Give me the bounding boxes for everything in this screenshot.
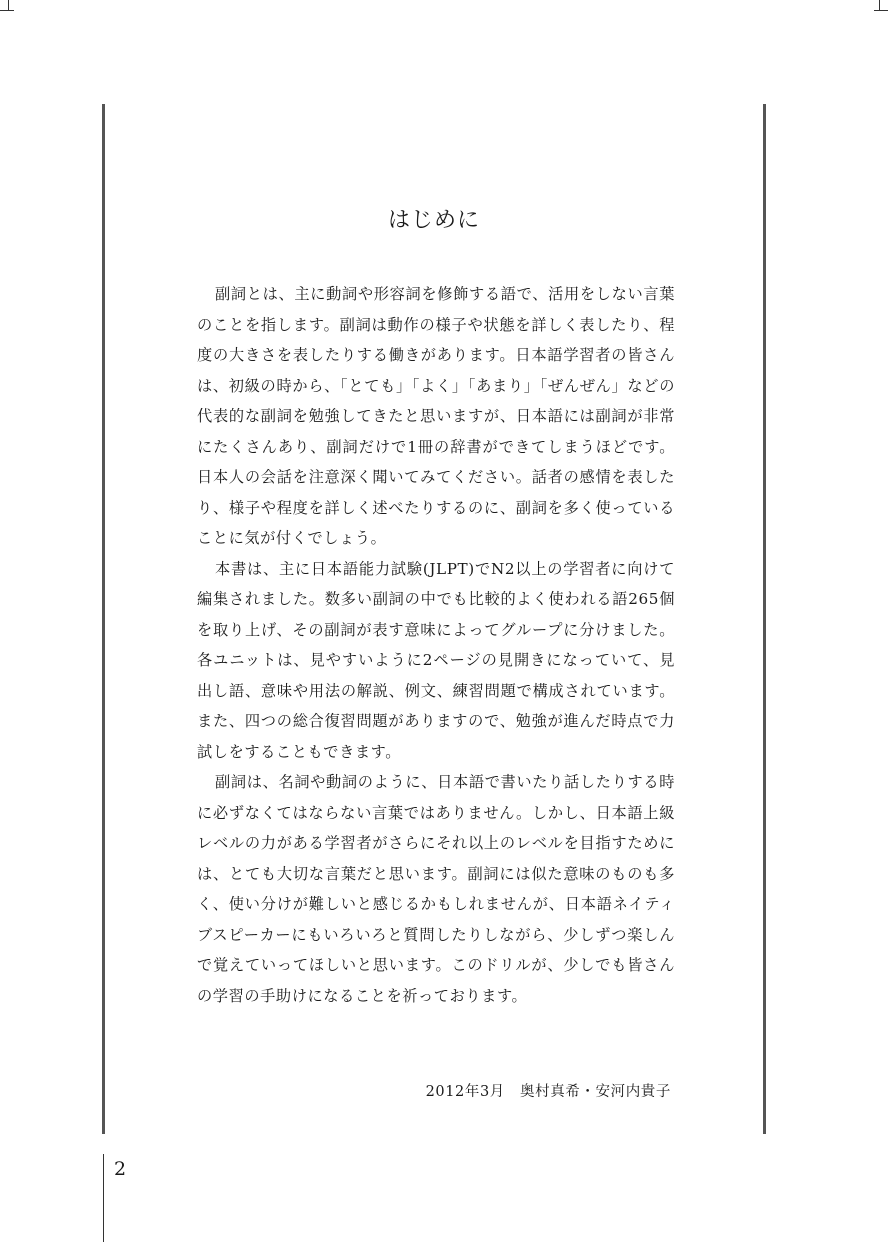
crop-mark-top-right-vertical bbox=[879, 0, 880, 10]
crop-mark-top-left-vertical bbox=[8, 0, 9, 10]
crop-mark-top-right bbox=[874, 10, 888, 11]
paragraph-3: 副詞は、名詞や動詞のように、日本語で書いたり話したりする時に必ずなくてはならない言葉ではありません。しかし、日本語上級レベルの力がある学習者がさらにそれ以上のレベルを目指すためには、とても大切な言葉だと思います。副詞には似た意味のものも多く、使い分けが難しいと感じるかもしれませんが、日本語ネイティブスピーカーにもいろいろと質問したりしながら、少しずつ楽しんで覚えていってほしいと思います。このドリルが、少しでも皆さんの学習の手助けになることを祈っております。 bbox=[197, 773, 675, 1005]
paragraph-1: 副詞とは、主に動詞や形容詞を修飾する語で、活用をしない言葉のことを指します。副詞は動作の様子や状態を詳しく表したり、程度の大きさを表したりする働きがあります。日本語学習者の皆さんは、初級の時から、「とても」「よく」「あまり」「ぜんぜん」などの代表的な副詞を勉強してきたと思いますが、日本語には副詞が非常にたくさんあり、副詞だけで1冊の辞書ができてしまうほどです。日本人の会話を注意深く聞いてみてください。話者の感情を表したり、様子や程度を詳しく述べたりするのに、副詞を多く使っていることに気が付くでしょう。 bbox=[197, 285, 675, 547]
right-margin-rule bbox=[763, 104, 766, 1134]
page-number: 2 bbox=[114, 1158, 127, 1180]
folio-rule bbox=[103, 1154, 104, 1242]
body-text bbox=[197, 279, 675, 1011]
crop-mark-top-left bbox=[0, 10, 14, 11]
signature: 2012年3月 奥村真希・安河内貴子 bbox=[425, 1084, 671, 1100]
left-margin-rule bbox=[102, 104, 105, 1134]
paragraph-2: 本書は、主に日本語能力試験(JLPT)でN2以上の学習者に向けて編集されました。数多い副詞の中でも比較的よく使われる語265個を取り上げ、その副詞が表す意味によってグループに分けました。各ユニットは、見やすいように2ページの見開きになっていて、見出し語、意味や用法の解説、例文、練習問題で構成されています。また、四つの総合復習問題がありますので、勉強が進んだ時点で力試しをすることもできます。 bbox=[197, 559, 675, 761]
page-title: はじめに bbox=[387, 208, 480, 233]
